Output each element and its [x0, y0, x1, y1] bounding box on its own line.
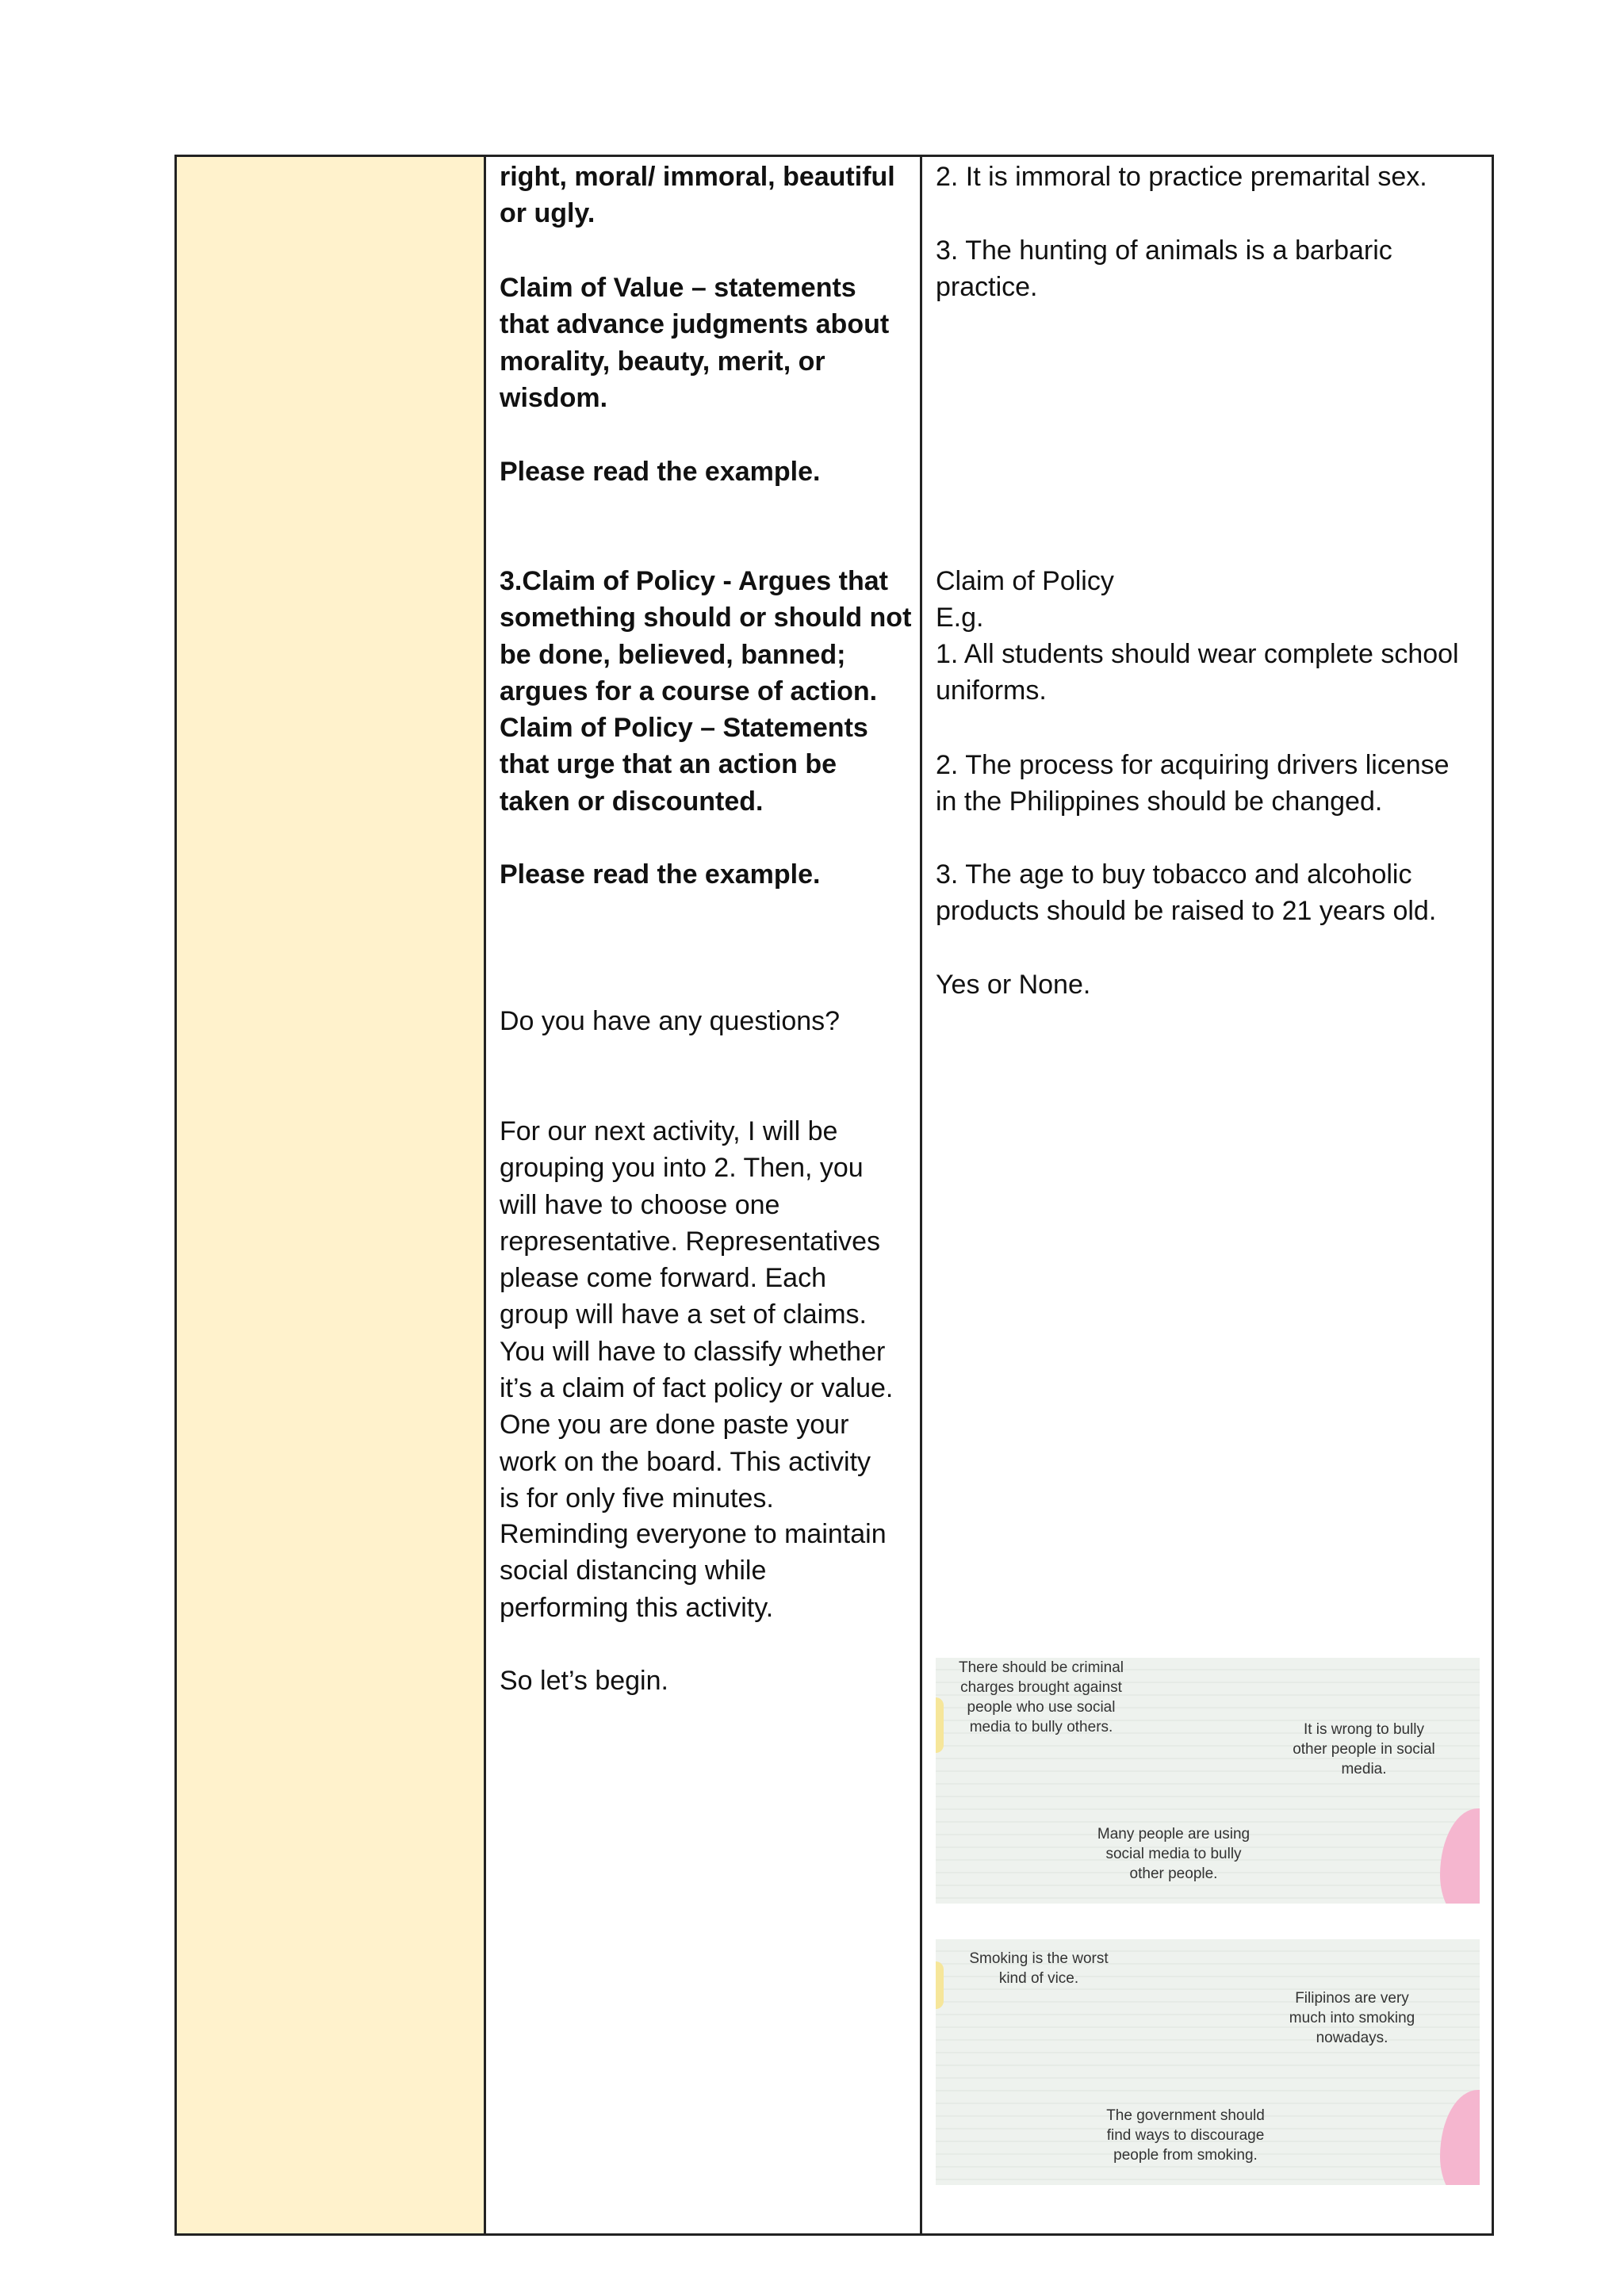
claim-note: It is wrong to bully other people in social media.: [1293, 1721, 1435, 1777]
yellow-sticky-shape: [936, 1961, 944, 2009]
pink-sticky-shape: [1440, 1808, 1480, 1904]
policy-prompt: Please read the example.: [500, 859, 821, 890]
claims-board-image-bullying: [936, 1658, 1480, 1904]
policy-example-2: 2. The process for acquiring drivers license in the Philippines should be changed.: [936, 750, 1450, 817]
value-prompt: Please read the example.: [500, 457, 821, 487]
left-column: [177, 157, 486, 2233]
value-example-3: 3. The hunting of animals is a barbaric practice.: [936, 235, 1392, 303]
answer-text: Yes or None.: [936, 970, 1091, 1000]
policy-eg: E.g.: [936, 603, 984, 633]
lesson-plan-table: [174, 155, 1494, 2236]
questions-prompt: Do you have any questions?: [500, 1006, 841, 1036]
policy-example-1: 1. All students should wear complete school uniforms.: [936, 639, 1459, 706]
policy-definition: 3.Claim of Policy - Argues that something should or should not be done, believed, banned; argues for a course of action. Claim of Policy – Statements that urge that an action be taken or discounted.: [500, 566, 912, 817]
activity-instructions: For our next activity, I will be grouping you into 2. Then, you will have to choose one representative. Representatives please come forward. Each group will have a set of claims. You will have to classify whether it’s a claim of fact policy or value. One you are done paste your work on the board. This activity is for only five minutes.: [500, 1116, 894, 1513]
policy-example-3: 3. The age to buy tobacco and alcoholic products should be raised to 21 years old.: [936, 859, 1437, 927]
pink-sticky-shape: [1440, 2090, 1480, 2185]
claim-note: Many people are using social media to bully other people.: [1097, 1826, 1251, 1882]
claims-board-image-smoking: [936, 1939, 1480, 2185]
claim-note: There should be criminal charges brought against people who use social media to bully others.: [958, 1659, 1124, 1735]
value-example-2: 2. It is immoral to practice premarital sex.: [936, 162, 1427, 192]
claim-note: Filipinos are very much into smoking nowadays.: [1289, 1990, 1415, 2046]
value-definition-continued: right, moral/ immoral, beautiful or ugly.: [500, 162, 895, 229]
value-definition: Claim of Value – statements that advance judgments about morality, beauty, merit, or wisdom.: [500, 273, 890, 413]
policy-heading: Claim of Policy: [936, 566, 1114, 596]
claim-note: Smoking is the worst kind of vice.: [969, 1950, 1109, 1987]
middle-column: [486, 157, 922, 2233]
right-column: [922, 157, 1492, 2233]
distancing-reminder: Reminding everyone to maintain social distancing while performing this activity.: [500, 1519, 887, 1623]
begin-prompt: So let’s begin.: [500, 1666, 668, 1696]
claim-note: The government should find ways to discourage people from smoking.: [1106, 2107, 1265, 2164]
